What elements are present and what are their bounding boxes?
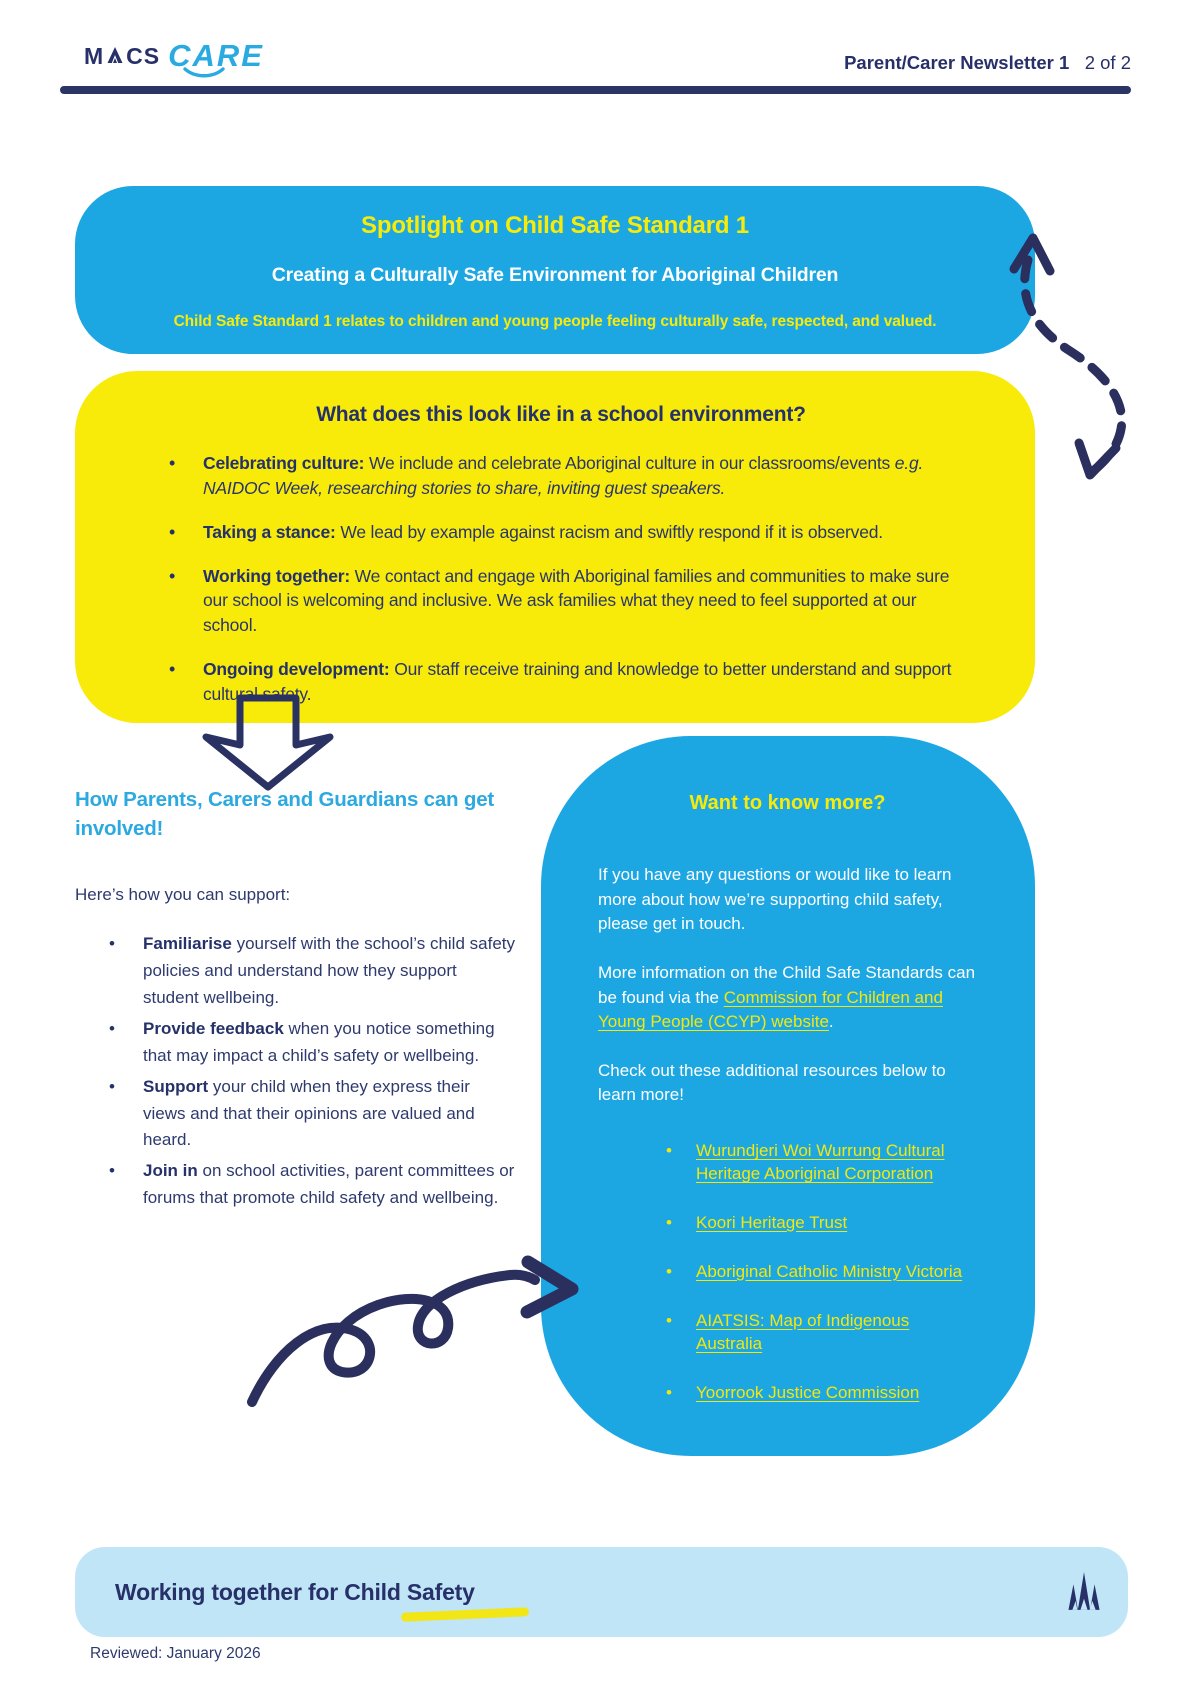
page-number: 2 of 2	[1084, 52, 1131, 73]
list-item: • Ongoing development: Our staff receive training and knowledge to better understand and support cultural safety.	[167, 657, 975, 707]
header-divider	[60, 86, 1131, 94]
list-item: • Taking a stance: We lead by example against racism and swiftly respond if it is observed.	[167, 520, 975, 545]
get-involved-title: How Parents, Carers and Guardians can get involved!	[75, 788, 495, 840]
get-involved-intro: Here’s how you can support:	[75, 885, 291, 905]
aiatsis-map-link[interactable]: AIATSIS: Map of Indigenous Australia	[696, 1310, 910, 1353]
want-to-know-more-box	[541, 736, 1035, 1456]
macs-care-logo	[84, 38, 264, 73]
wurundjeri-link[interactable]: Wurundjeri Woi Wurrung Cultural Heritage Aboriginal Corporation	[696, 1141, 945, 1184]
logo-letters-cs: CS	[126, 42, 161, 69]
macs-wordmark	[84, 43, 160, 70]
resource-links-list	[598, 1140, 977, 1405]
list-item	[666, 1310, 976, 1356]
care-wordmark	[168, 38, 264, 73]
list-item	[666, 1382, 976, 1405]
macs-peak-icon	[105, 46, 125, 64]
ccyp-website-link[interactable]: Commission for Children and Young People (CCYP) website	[598, 987, 943, 1032]
list-item	[666, 1212, 976, 1235]
list-item: • Familiarise yourself with the school’s child safety policies and understand how they support student wellbeing.	[107, 931, 517, 1012]
newsletter-name: Parent/Carer Newsletter 1	[844, 52, 1070, 73]
get-involved-section	[75, 786, 555, 1216]
koori-heritage-trust-link[interactable]: Koori Heritage Trust	[696, 1213, 848, 1232]
reviewed-date: Reviewed: January 2026	[90, 1645, 261, 1662]
footer-banner-text: Working together for Child Safety	[115, 1578, 475, 1605]
spotlight-tagline: Child Safe Standard 1 relates to children and young people feeling culturally safe, respected, and valued.	[173, 313, 937, 330]
spotlight-banner	[75, 186, 1035, 354]
footer-banner	[75, 1547, 1128, 1637]
know-more-paragraph: If you have any questions or would like to learn more about how we’re supporting child safety, please get in touch.	[598, 865, 952, 934]
list-item: • Provide feedback when you notice something that may impact a child’s safety or wellbeing.	[107, 1016, 517, 1070]
logo-letter-m: M	[84, 42, 105, 69]
list-item: • Support your child when they express their views and that their opinions are valued and heard.	[107, 1074, 517, 1155]
spotlight-subtitle: Creating a Culturally Safe Environment for Aboriginal Children	[271, 264, 839, 286]
list-item: • Working together: We contact and engage with Aboriginal families and communities to make sure our school is welcoming and inclusive. We ask families what they need to feel supported at our school.	[167, 564, 975, 639]
list-item	[666, 1261, 976, 1284]
aboriginal-catholic-ministry-link[interactable]: Aboriginal Catholic Ministry Victoria	[696, 1261, 963, 1281]
list-item: • Celebrating culture: We include and celebrate Aboriginal culture in our classrooms/events e.g. NAIDOC Week, researching stories to share, inviting guest speakers.	[167, 451, 975, 501]
school-environment-list	[167, 451, 975, 707]
list-item: • Join in on school activities, parent committees or forums that promote child safety and wellbeing.	[107, 1158, 517, 1212]
know-more-paragraph: Check out these additional resources below to learn more!	[598, 1060, 946, 1105]
school-environment-title: What does this look like in a school environment?	[316, 403, 806, 426]
list-item	[666, 1140, 976, 1186]
care-smile-icon	[182, 67, 228, 79]
yoorrook-justice-commission-link[interactable]: Yoorrook Justice Commission	[696, 1382, 920, 1402]
macs-logo-icon	[1064, 1569, 1104, 1613]
get-involved-list	[75, 931, 555, 1212]
care-text: CARE	[168, 38, 264, 73]
want-to-know-more-title: Want to know more?	[689, 792, 886, 814]
school-environment-box	[75, 371, 1035, 723]
header-title	[844, 52, 1131, 74]
know-more-paragraph: More information on the Child Safe Standards can be found via the Commission for Children and Young People (CCYP) website.	[598, 962, 976, 1032]
spotlight-title: Spotlight on Child Safe Standard 1	[361, 212, 749, 239]
